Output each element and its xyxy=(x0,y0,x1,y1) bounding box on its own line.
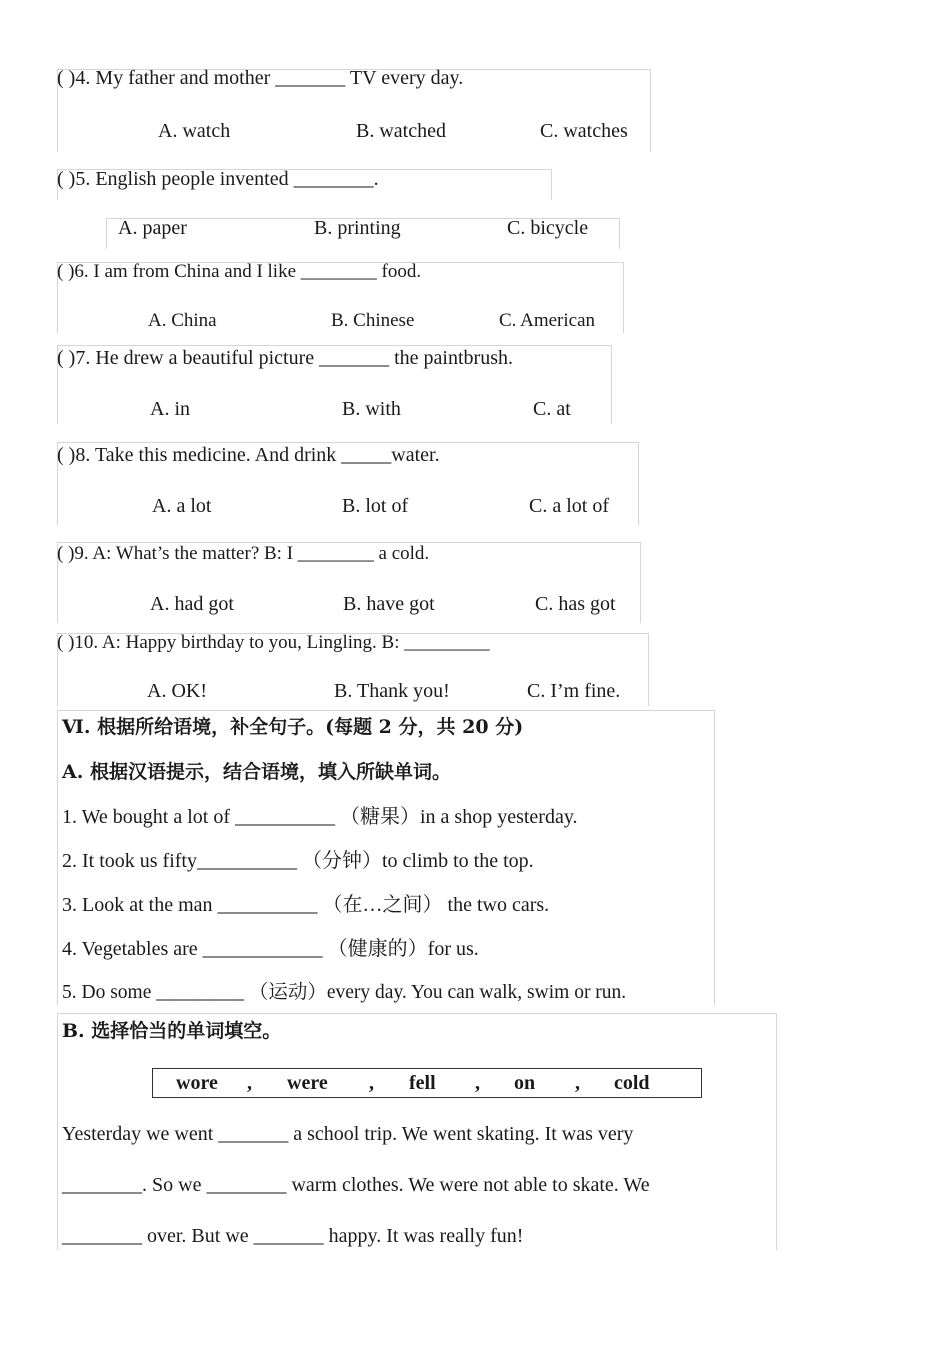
question-5-stem: ( )5. English people invented ________. xyxy=(57,168,379,190)
question-9-option-b: B. have got xyxy=(343,593,435,615)
word-bank-word-were: were xyxy=(287,1072,328,1094)
question-9-option-c: C. has got xyxy=(535,593,616,615)
fill-line-3: 3. Look at the man __________ （在…之间） the two cars. xyxy=(62,894,550,916)
section6-part-b-title: B. 选择恰当的单词填空。 xyxy=(62,1020,282,1042)
word-bank-separator: , xyxy=(369,1072,374,1094)
word-bank-separator: , xyxy=(475,1072,480,1094)
word-bank-separator: , xyxy=(575,1072,580,1094)
cloze-paragraph-line-3: ________ over. But we _______ happy. It was really fun! xyxy=(62,1225,524,1247)
word-bank xyxy=(152,1068,702,1098)
question-4-option-b: B. watched xyxy=(356,120,446,142)
question-7-stem: ( )7. He drew a beautiful picture _______ the paintbrush. xyxy=(57,347,513,369)
fill-line-4: 4. Vegetables are ____________ （健康的）for us. xyxy=(62,938,479,960)
cloze-paragraph-line-2: ________. So we ________ warm clothes. We were not able to skate. We xyxy=(62,1174,650,1196)
word-bank-word-cold: cold xyxy=(614,1072,650,1094)
question-4-option-a: A. watch xyxy=(158,120,231,142)
fill-line-5: 5. Do some _________ （运动）every day. You can walk, swim or run. xyxy=(62,982,627,1003)
question-8-option-b: B. lot of xyxy=(342,495,409,517)
question-10-stem: ( )10. A: Happy birthday to you, Lingling. B: _________ xyxy=(57,632,490,653)
question-8-option-c: C. a lot of xyxy=(529,495,609,517)
question-6-stem: ( )6. I am from China and I like ________ food. xyxy=(57,261,422,282)
question-10-option-a: A. OK! xyxy=(147,680,207,702)
section6-part-a-title: A. 根据汉语提示，结合语境，填入所缺单词。 xyxy=(62,761,451,783)
fill-line-2: 2. It took us fifty__________ （分钟）to climb to the top. xyxy=(62,850,534,872)
question-5-option-b: B. printing xyxy=(314,217,401,239)
question-4-stem: ( )4. My father and mother _______ TV every day. xyxy=(57,67,464,89)
question-4-option-c: C. watches xyxy=(540,120,628,142)
question-10-option-b: B. Thank you! xyxy=(334,680,450,702)
question-6-option-a: A. China xyxy=(148,310,217,331)
question-7-option-a: A. in xyxy=(150,398,190,420)
word-bank-word-on: on xyxy=(514,1072,536,1094)
fill-line-1: 1. We bought a lot of __________ （糖果）in a shop yesterday. xyxy=(62,806,578,828)
question-7-option-b: B. with xyxy=(342,398,401,420)
cloze-paragraph-line-1: Yesterday we went _______ a school trip. We went skating. It was very xyxy=(62,1123,634,1145)
question-5-option-c: C. bicycle xyxy=(507,217,589,239)
word-bank-word-wore: wore xyxy=(176,1072,218,1094)
question-5-option-a: A. paper xyxy=(118,217,187,239)
question-8-stem: ( )8. Take this medicine. And drink _____water. xyxy=(57,444,440,466)
question-10-option-c: C. I’m fine. xyxy=(527,680,621,702)
section6-title: Ⅵ. 根据所给语境，补全句子。(每题 2 分，共 20 分) xyxy=(62,716,524,738)
word-bank-separator: , xyxy=(247,1072,252,1094)
question-7-option-c: C. at xyxy=(533,398,571,420)
question-9-option-a: A. had got xyxy=(150,593,234,615)
question-6-option-c: C. American xyxy=(499,310,596,331)
word-bank-word-fell: fell xyxy=(409,1072,436,1094)
question-6-option-b: B. Chinese xyxy=(331,310,415,331)
question-8-option-a: A. a lot xyxy=(152,495,212,517)
question-9-stem: ( )9. A: What’s the matter? B: I ________ a cold. xyxy=(57,543,430,564)
